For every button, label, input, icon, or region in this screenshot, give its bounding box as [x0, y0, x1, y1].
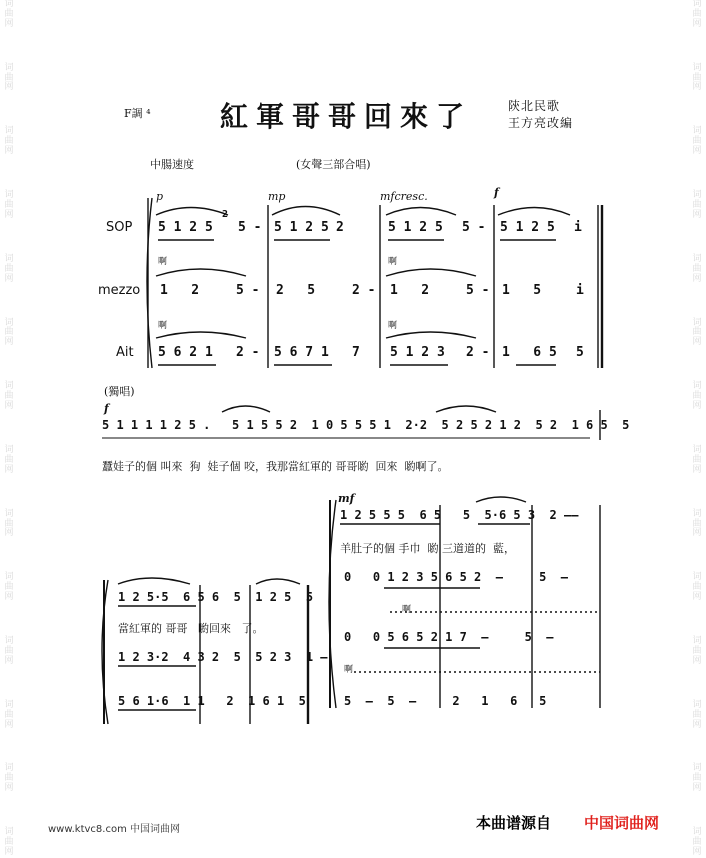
- alt-measure-4b: 5: [576, 345, 584, 360]
- watermark-char: 网: [4, 146, 14, 157]
- watermark-char: 网: [692, 146, 702, 157]
- watermark-group: [692, 64, 701, 94]
- watermark-char: 词: [4, 572, 14, 583]
- watermark-char: 词: [692, 381, 702, 392]
- watermark-char: 词: [4, 763, 14, 774]
- mezzo-measure-1: 1 2: [160, 283, 200, 298]
- sys3-mid-lyric: 啊: [402, 605, 412, 615]
- watermark-char: 词: [4, 253, 14, 264]
- sop-measure-4b: i: [574, 220, 582, 235]
- watermark-char: 网: [4, 592, 14, 603]
- watermark-char: 曲: [4, 136, 14, 147]
- sop-measure-3: 5 1 2 5: [388, 220, 443, 235]
- sys3-mid-notes: 0 0 1 2 3 5 6 5 2 — 5 —: [344, 570, 568, 584]
- watermark-char: 词: [692, 763, 702, 774]
- watermark-right: [688, 0, 706, 858]
- watermark-char: 网: [692, 719, 702, 730]
- watermark-group: [4, 637, 13, 667]
- mezzo-measure-3: 1 2: [390, 283, 430, 298]
- sop-measure-3b: 5 -: [462, 220, 486, 235]
- footer-source-label: 本曲谱源自: [476, 814, 552, 832]
- mezzo-measure-2: 2 5: [276, 283, 316, 298]
- watermark-char: 词: [692, 699, 702, 710]
- alt-measure-1: 5 6 2 1: [158, 345, 213, 360]
- watermark-char: 词: [692, 253, 702, 264]
- watermark-char: 词: [692, 126, 702, 137]
- watermark-group: [692, 319, 701, 349]
- watermark-group: [4, 0, 13, 30]
- watermark-group: [4, 255, 13, 285]
- watermark-char: 曲: [4, 837, 14, 848]
- watermark-char: 网: [4, 82, 14, 93]
- page-title: 紅軍哥哥回來了: [220, 100, 473, 133]
- sys3-top-lyrics: 羊肚子的個 手巾 喲 三道道的 藍，: [340, 542, 515, 555]
- sys4-top-lyrics: 當紅軍的 哥哥 喲回來 了。: [118, 622, 264, 635]
- footer-site-url[interactable]: www.ktvc8.com 中国词曲网: [48, 824, 181, 835]
- watermark-group: [692, 255, 701, 285]
- mezzo-measure-2b: 2 -: [352, 283, 376, 298]
- watermark-char: 曲: [692, 454, 702, 465]
- watermark-char: 词: [4, 508, 14, 519]
- mezzo-measure-4: 1 5: [502, 283, 542, 298]
- watermark-char: 曲: [4, 773, 14, 784]
- credit-arranger: 王方亮改編: [508, 116, 574, 130]
- watermark-char: 曲: [4, 8, 14, 19]
- watermark-char: 词: [4, 827, 14, 838]
- sop-lyric-1: 啊: [158, 257, 168, 267]
- watermark-group: [692, 828, 701, 858]
- watermark-char: 词: [692, 444, 702, 455]
- watermark-char: 词: [4, 0, 14, 9]
- watermark-char: 曲: [692, 72, 702, 83]
- watermark-char: 曲: [4, 391, 14, 402]
- dynamic-f: f: [494, 186, 499, 199]
- watermark-char: 网: [4, 401, 14, 411]
- watermark-char: 曲: [692, 200, 702, 210]
- dynamic-mfcresc: mfcresc.: [380, 190, 428, 203]
- watermark-char: 词: [4, 381, 14, 392]
- watermark-group: [692, 446, 701, 476]
- solo-notes: 5 1 1 1 1 2 5 . 5 1 5 5 2 1 0 5 5 5 1 2·2 5 2 5 2 1 2 5 2 1 6 5 5: [102, 418, 630, 432]
- watermark-char: 曲: [4, 454, 14, 465]
- sys3-bass-notes: 5 — 5 — 2 1 6 5: [344, 694, 547, 708]
- alt-measure-2: 5 6 7 1: [274, 345, 329, 360]
- watermark-group: [692, 637, 701, 667]
- watermark-char: 词: [692, 572, 702, 583]
- watermark-group: [692, 382, 701, 412]
- watermark-char: 词: [692, 636, 702, 647]
- alt-measure-1b: 2 -: [236, 345, 260, 360]
- alt-measure-3: 5 1 2 3: [390, 345, 445, 360]
- watermark-char: 曲: [4, 645, 14, 656]
- mezzo-lyric-1: 啊: [158, 321, 168, 331]
- watermark-group: [4, 446, 13, 476]
- watermark-char: 网: [4, 528, 14, 539]
- watermark-char: 曲: [692, 136, 702, 147]
- footer-brand-link[interactable]: 中国词曲网: [584, 814, 660, 832]
- watermark-char: 网: [692, 209, 702, 220]
- credit-origin: 陝北民歌: [508, 99, 561, 113]
- watermark-char: 曲: [692, 8, 702, 19]
- sys3-low-lyric: 啊: [344, 665, 354, 675]
- sop-grace-1: 2: [222, 209, 229, 220]
- watermark-left: [0, 0, 18, 858]
- watermark-group: [692, 0, 701, 30]
- watermark-char: 网: [4, 18, 14, 29]
- watermark-char: 词: [692, 317, 702, 328]
- watermark-char: 词: [4, 444, 14, 455]
- mezzo-lyric-2: 啊: [388, 321, 398, 331]
- watermark-char: 网: [692, 655, 702, 666]
- watermark-char: 曲: [4, 709, 14, 720]
- watermark-char: 网: [4, 337, 14, 348]
- solo-lyrics: 蠶娃子的個 叫來 狗 娃子個 咬，我那當紅軍的 哥哥喲 回來 喲啊了。: [102, 460, 449, 473]
- watermark-char: 词: [692, 190, 702, 201]
- watermark-group: [4, 764, 13, 794]
- watermark-char: 网: [692, 82, 702, 93]
- watermark-char: 曲: [4, 72, 14, 83]
- watermark-char: 曲: [692, 645, 702, 656]
- watermark-char: 网: [692, 783, 702, 794]
- sop-measure-2: 5 1 2 5: [274, 220, 329, 235]
- watermark-char: 曲: [692, 773, 702, 784]
- sop-measure-1: 5 1 2 5: [158, 220, 213, 235]
- watermark-char: 曲: [4, 518, 14, 529]
- sys4-low-notes: 5 6 1·6 1 1 2 1 6 1 5: [118, 694, 306, 708]
- sys4-mid-notes: 1 2 3·2 4 3 2 5 5 2 3 1 —: [118, 650, 328, 664]
- solo-label: (獨唱): [104, 385, 135, 398]
- part-label-soprano: SOP: [106, 220, 133, 235]
- key-signature: F調 ⁴: [124, 107, 151, 120]
- watermark-group: [4, 573, 13, 603]
- watermark-char: 网: [692, 337, 702, 348]
- watermark-group: [4, 701, 13, 731]
- sys4-top-notes: 1 2 5·5 6 5 6 5 1 2 5 5: [118, 590, 314, 604]
- watermark-char: 网: [4, 719, 14, 730]
- watermark-group: [692, 191, 701, 221]
- watermark-group: [4, 382, 13, 412]
- watermark-char: 网: [692, 464, 702, 475]
- watermark-char: 曲: [692, 582, 702, 593]
- watermark-char: 曲: [4, 263, 14, 274]
- tempo-marking: 中腸速度: [150, 158, 194, 171]
- watermark-group: [692, 573, 701, 603]
- part-label-alto: Ait: [116, 345, 134, 360]
- voicing-marking: (女聲三部合唱): [296, 158, 371, 171]
- sop-measure-4: 5 1 2 5: [500, 220, 555, 235]
- watermark-group: [692, 701, 701, 731]
- alt-measure-2b: 7: [352, 345, 360, 360]
- watermark-char: 网: [4, 464, 14, 475]
- watermark-char: 曲: [692, 263, 702, 274]
- system1-brace: [147, 198, 152, 368]
- mezzo-measure-1b: 5 -: [236, 283, 260, 298]
- watermark-char: 曲: [4, 200, 14, 210]
- watermark-char: 曲: [692, 391, 702, 402]
- watermark-group: [692, 510, 701, 540]
- dynamic-p: p: [156, 190, 164, 203]
- watermark-char: 词: [4, 636, 14, 647]
- part-label-mezzo: mezzo: [98, 283, 141, 298]
- alt-measure-3b: 2 -: [466, 345, 490, 360]
- sop-measure-2b: 2: [336, 220, 344, 235]
- watermark-group: [4, 64, 13, 94]
- watermark-char: 词: [4, 190, 14, 201]
- watermark-char: 网: [692, 592, 702, 603]
- watermark-group: [692, 764, 701, 794]
- watermark-char: 词: [4, 126, 14, 137]
- watermark-group: [4, 127, 13, 157]
- mezzo-measure-4b: i: [576, 283, 584, 298]
- watermark-char: 网: [4, 655, 14, 666]
- watermark-char: 曲: [4, 582, 14, 593]
- watermark-char: 词: [692, 62, 702, 73]
- dynamic-mp: mp: [268, 190, 286, 203]
- watermark-char: 网: [692, 846, 702, 857]
- watermark-char: 网: [692, 401, 702, 411]
- watermark-group: [4, 828, 13, 858]
- watermark-char: 词: [692, 827, 702, 838]
- watermark-group: [4, 191, 13, 221]
- watermark-char: 网: [692, 18, 702, 29]
- watermark-char: 曲: [692, 518, 702, 529]
- alt-measure-4: 1 6 5: [502, 345, 557, 360]
- watermark-char: 网: [4, 783, 14, 794]
- watermark-char: 词: [692, 0, 702, 9]
- watermark-group: [4, 510, 13, 540]
- watermark-char: 曲: [4, 327, 14, 338]
- watermark-char: 曲: [692, 709, 702, 720]
- watermark-char: 网: [692, 273, 702, 284]
- sop-lyric-2: 啊: [388, 257, 398, 267]
- watermark-group: [692, 127, 701, 157]
- dynamic-mf: mf: [338, 492, 355, 505]
- watermark-char: 网: [4, 273, 14, 284]
- sys3-low-notes: 0 0 5 6 5 2 1 7 — 5 —: [344, 630, 554, 644]
- mezzo-measure-3b: 5 -: [466, 283, 490, 298]
- watermark-char: 曲: [692, 837, 702, 848]
- watermark-group: [4, 319, 13, 349]
- watermark-char: 词: [4, 62, 14, 73]
- watermark-char: 词: [692, 508, 702, 519]
- sop-measure-1b: 5 -: [238, 220, 262, 235]
- watermark-char: 网: [4, 846, 14, 857]
- sys3-top-notes: 1 2 5 5 5 6 5 5 5·6 5 3 2 ——: [340, 508, 579, 522]
- watermark-char: 词: [4, 699, 14, 710]
- solo-dynamic-f: f: [104, 402, 109, 415]
- watermark-char: 网: [4, 209, 14, 220]
- watermark-char: 词: [4, 317, 14, 328]
- watermark-char: 曲: [692, 327, 702, 338]
- watermark-char: 网: [692, 528, 702, 539]
